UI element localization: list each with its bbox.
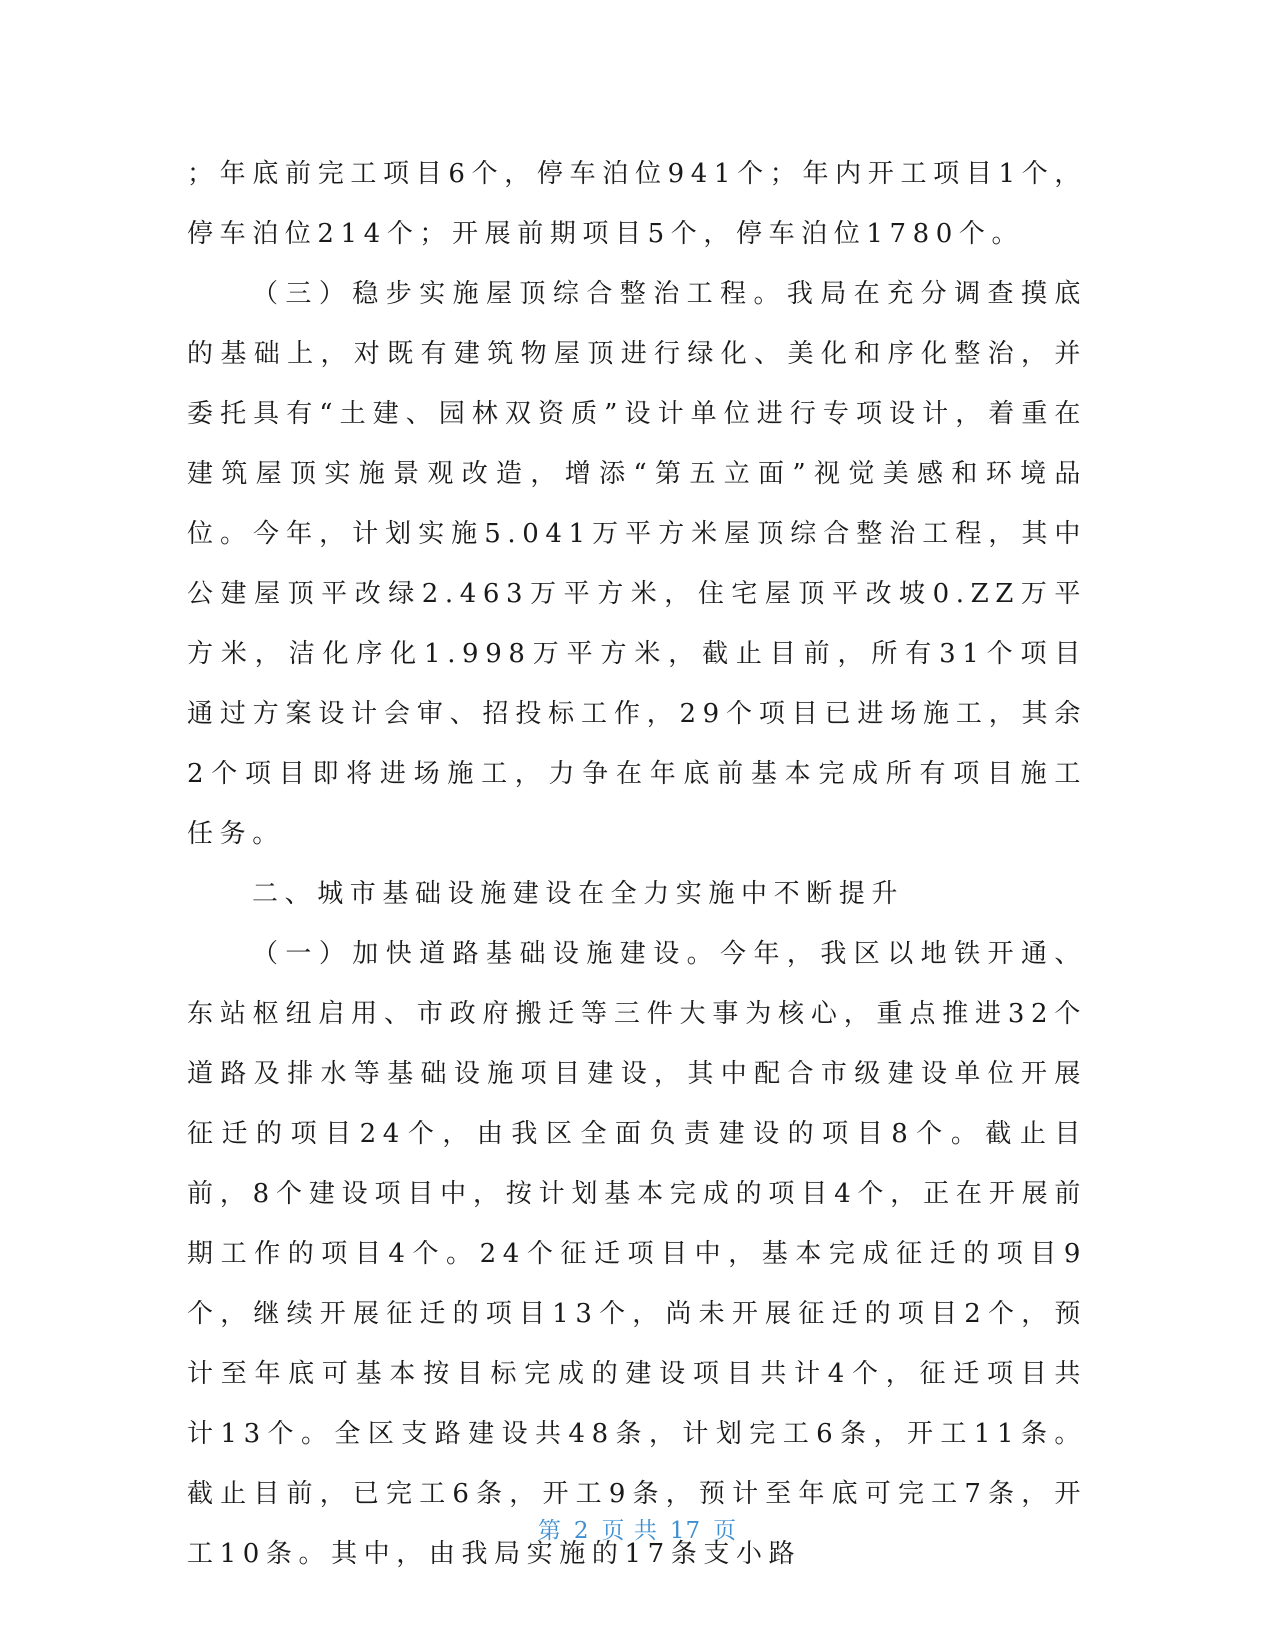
- footer-prefix: 第: [537, 1518, 562, 1544]
- footer-middle: 页 共: [601, 1518, 658, 1544]
- footer-total-pages: 17: [669, 1518, 702, 1544]
- footer-current-page: 2: [573, 1518, 590, 1544]
- paragraph-roof-renovation: （三）稳步实施屋顶综合整治工程。我局在充分调查摸底的基础上，对既有建筑物屋顶进行绿化、美化和序化整治，并委托具有“土建、园林双资质”设计单位进行专项设计，着重在建筑屋顶实施景观改造，增添“第五立面”视觉美感和环境品位。今年，计划实施5.041万平方米屋顶综合整治工程，其中公建屋顶平改绿2.463万平方米，住宅屋顶平改坡0.ZZ万平方米，洁化序化1.998万平方米，截止目前，所有31个项目通过方案设计会审、招投标工作，29个项目已进场施工，其余2个项目即将进场施工，力争在年底前基本完成所有项目施工任务。: [187, 279, 1087, 849]
- document-body: [187, 144, 1087, 1584]
- section-heading-infrastructure: 二、城市基础设施建设在全力实施中不断提升: [252, 879, 905, 909]
- footer-suffix: 页: [713, 1518, 738, 1544]
- page-number-footer: [0, 1512, 1275, 1545]
- paragraph-continuation: ；年底前完工项目6个，停车泊位941个；年内开工项目1个，停车泊位214个；开展前期项目5个，停车泊位1780个。: [187, 159, 1087, 249]
- paragraph-road-construction: （一）加快道路基础设施建设。今年，我区以地铁开通、东站枢纽启用、市政府搬迁等三件大事为核心，重点推进32个道路及排水等基础设施项目建设，其中配合市级建设单位开展征迁的项目24个，由我区全面负责建设的项目8个。截止目前，8个建设项目中，按计划基本完成的项目4个，正在开展前期工作的项目4个。24个征迁项目中，基本完成征迁的项目9个，继续开展征迁的项目13个，尚未开展征迁的项目2个，预计至年底可基本按目标完成的建设项目共计4个，征迁项目共计13个。全区支路建设共48条，计划完工6条，开工11条。截止目前，已完工6条，开工9条，预计至年底可完工7条，开工10条。其中，由我局实施的17条支小路: [187, 939, 1087, 1569]
